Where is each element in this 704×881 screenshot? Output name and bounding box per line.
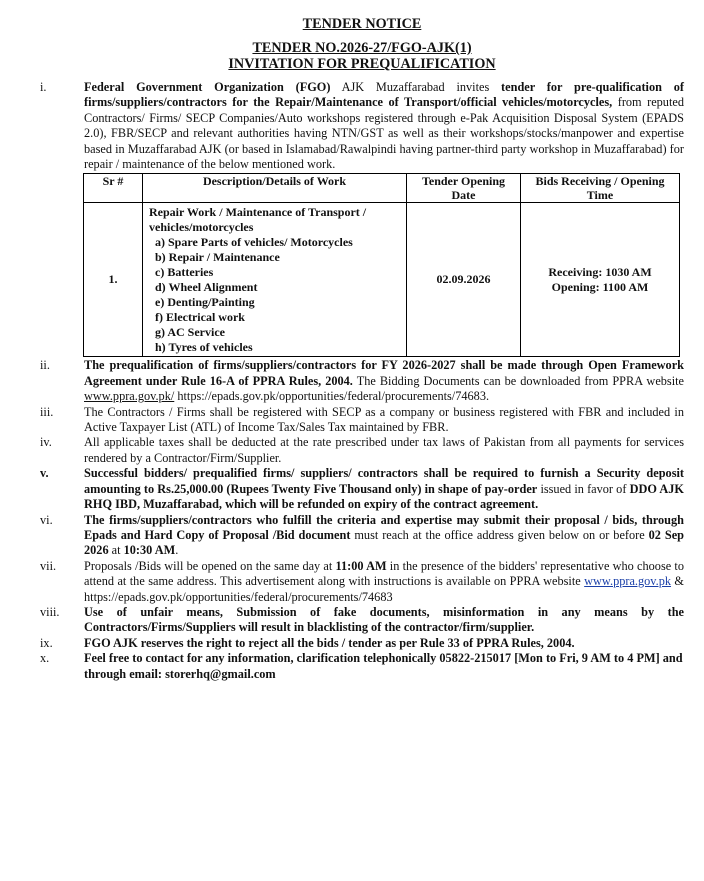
col-sr: Sr # [84,174,143,203]
para-2 [40,358,684,404]
para-3 [40,405,684,436]
row-sr: 1. [84,203,143,357]
row-description [143,203,407,357]
tender-number: TENDER NO.2026-27/FGO-AJK(1) [252,40,472,56]
para-number: iii. [40,404,54,419]
para-9 [40,636,684,651]
work-title: Repair Work / Maintenance of Transport / vehicles/motorcycles [149,205,367,235]
para-text: The firms/suppliers/contractors who fulfill the criteria and expertise may submit their proposal / bids, through Epads and Hard Copy of Proposal /Bid document must reach at the office address given below on or before 02 Sep 2026 at 10:30 AM. [84,512,684,558]
list-item: d) Wheel Alignment [155,280,258,295]
para-text: All applicable taxes shall be deducted at the rate prescribed under tax laws of Pakistan from all payments for services rendered by a Contractor/Firm/Supplier. [84,435,684,465]
para-text: FGO AJK reserves the right to reject all the bids / tender as per Rule 33 of PPRA Rules, 2004. [84,635,575,650]
list-item: e) Denting/Painting [155,295,255,310]
list-item: a) Spare Parts of vehicles/ Motorcycles [155,235,353,250]
para-number: ii. [40,358,50,373]
para-number: ix. [40,635,53,650]
para-10 [40,651,684,682]
opening-time: Opening: 1100 AM [551,279,649,294]
col-opening-date: Tender Opening Date [407,174,521,203]
para-text: Use of unfair means, Submission of fake documents, misinformation in any means by the Contractors/Firms/Suppliers will result in blacklisting of the contractor/firm/supplier. [84,604,684,635]
para-7 [40,559,684,605]
list-item: h) Tyres of vehicles [155,340,253,355]
ppra-link[interactable]: www.ppra.gov.pk/ [84,389,175,404]
row-date: 02.09.2026 [407,203,521,357]
list-item: b) Repair / Maintenance [155,250,280,265]
notice-title: TENDER NOTICE [302,16,422,32]
para-8 [40,605,684,636]
table-row [84,203,680,357]
col-description: Description/Details of Work [143,174,407,203]
para-6 [40,513,684,559]
para-1 [40,80,684,172]
para-number: vi. [40,512,53,527]
para-5 [40,466,684,512]
para-number: vii. [40,558,57,573]
para-number: iv. [40,435,52,450]
para-text: Feel free to contact for any information, clarification telephonically 05822-215017 [Mon to Fri, 9 AM to 4 PM] and through email: storerhq@gmail.com [84,651,683,681]
row-times [521,203,680,357]
list-item: g) AC Service [155,325,225,340]
para-number: i. [40,80,47,94]
list-item: f) Electrical work [155,310,245,325]
para-text: Successful bidders/ prequalified firms/ suppliers/ contractors shall be required to furnish a Security deposit amounting to Rs.25,000.00 (Rupees Twenty Five Thousand only) in shape of pay-order issued in favor of DDO AJK RHQ IBD, Muzaffarabad, which will be refunded on expiry of the contract agreement. [84,466,684,512]
col-bids-time: Bids Receiving / Opening Time [521,174,680,203]
para-number: viii. [40,604,60,619]
receiving-time: Receiving: 1030 AM [548,264,652,279]
table-header-row [84,174,680,203]
ppra-link[interactable]: www.ppra.gov.pk [584,574,672,589]
para-number: x. [40,651,50,666]
work-table [83,173,680,357]
para-4 [40,435,684,466]
para-text: Proposals /Bids will be opened on the same day at 11:00 AM in the presence of the bidders' representative who choose to attend at the same address. This advertisement along with instructions is available on PPRA website www.ppra.gov.pk & https://epads.gov.pk/opportunities/federal/procurements/74683 [84,558,684,604]
para-text: The prequalification of firms/suppliers/contractors for FY 2026-2027 shall be made through Open Framework Agreement under Rule 16-A of PPRA Rules, 2004. The Bidding Documents can be downloaded from PPRA website www.ppra.gov.pk/ https://epads.gov.pk/opportunities/federal/procurements/74683. [84,358,685,404]
para-number: v. [40,466,49,481]
para-text: The Contractors / Firms shall be registered with SECP as a company or business registered with FBR and included in Active Taxpayer List (ATL) of Income Tax/Sales Tax maintained by FBR. [84,404,684,435]
para-text: Federal Government Organization (FGO) AJK Muzaffarabad invites tender for pre-qualification of firms/suppliers/contractors for the Repair/Maintenance of Transport/official vehicles/motorcycles, from reputed Contractors/ Firms/ SECP Companies/Auto workshops registered through e-Pak Acquisition Disposal System (EPADS 2.0), FBR/SECP and relevant authorities having NTN/GST as well as their workshops/stocks/manpower and expertise based in Muzaffarabad AJK (or based in Islamabad/Rawalpindi having partner-third party workshop in Muzaffarabad) for repair / maintenance of the below mentioned work. [84,80,684,172]
list-item: c) Batteries [155,265,214,280]
notice-subtitle: INVITATION FOR PREQUALIFICATION [228,56,496,72]
work-items [149,235,400,355]
